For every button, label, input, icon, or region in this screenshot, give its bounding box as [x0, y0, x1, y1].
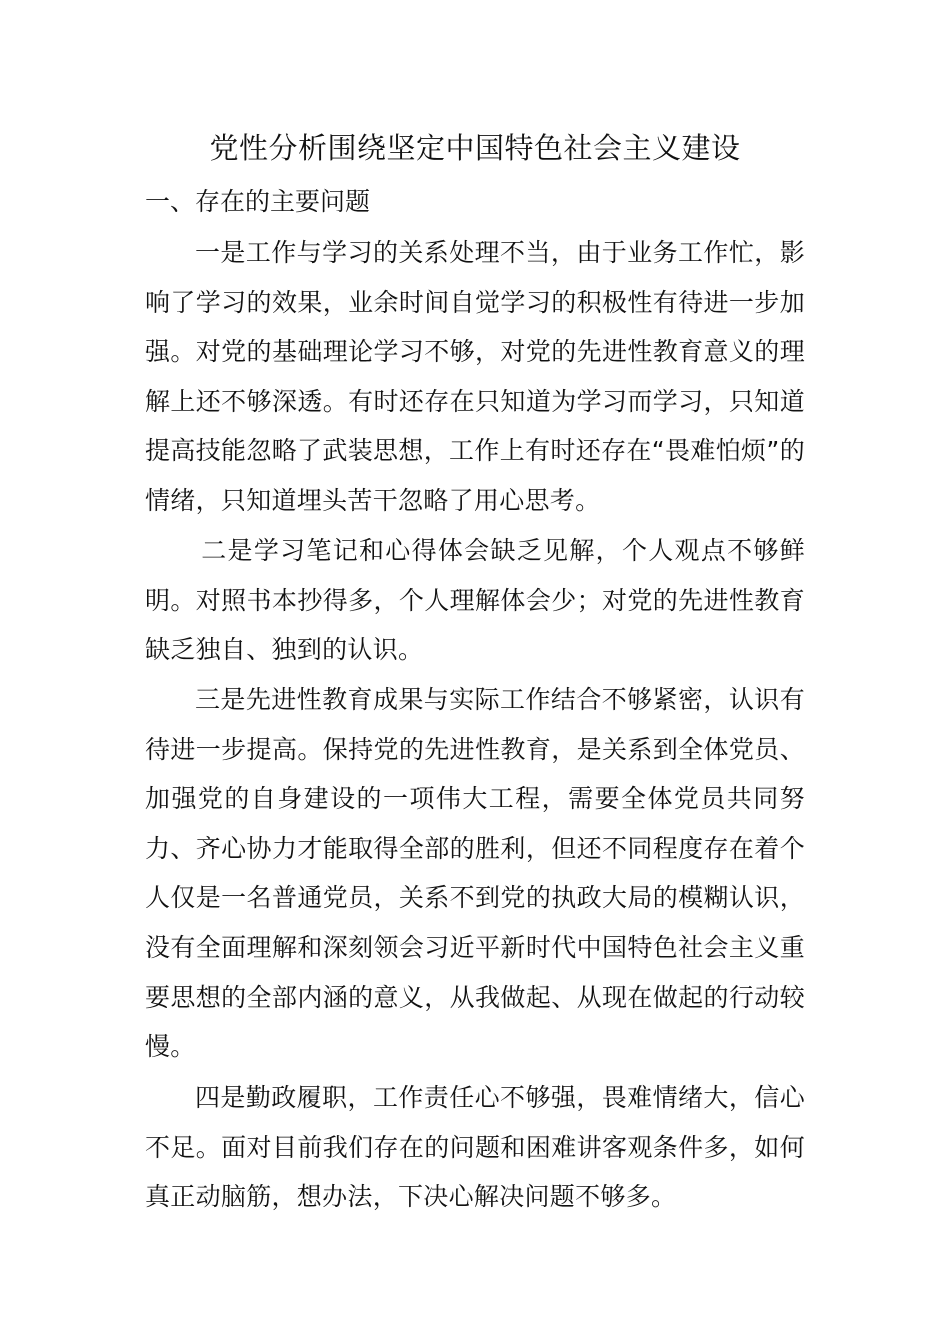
section-heading: 一、存在的主要问题 [145, 187, 371, 216]
paragraph-1: 一是工作与学习的关系处理不当，由于业务工作忙，影响了学习的效果，业余时间自觉学习的积极性有待进一步加强。对党的基础理论学习不够，对党的先进性教育意义的理解上还不够深透。有时还存在只知道为学习而学习，只知道提高技能忽略了武装思想，工作上有时还存在“畏难怕烦”的情绪，只知道埋头苦干忽略了用心思考。 [145, 238, 805, 515]
paragraph-4: 四是勤政履职，工作责任心不够强，畏难情绪大，信心不足。面对目前我们存在的问题和困难讲客观条件多，如何真正动脑筋，想办法，下决心解决问题不够多。 [145, 1083, 805, 1212]
document-title: 党性分析围绕坚定中国特色社会主义建设 [209, 131, 741, 165]
paragraph-3: 三是先进性教育成果与实际工作结合不够紧密，认识有待进一步提高。保持党的先进性教育，是关系到全体党员、加强党的自身建设的一项伟大工程，需要全体党员共同努力、齐心协力才能取得全部的胜利，但还不同程度存在着个人仅是一名普通党员，关系不到党的执政大局的模糊认识，没有全面理解和深刻领会习近平新时代中国特色社会主义重要思想的全部内涵的意义，从我做起、从现在做起的行动较慢。 [145, 685, 805, 1062]
paragraph-2: 二是学习笔记和心得体会缺乏见解，个人观点不够鲜明。对照书本抄得多，个人理解体会少；对党的先进性教育缺乏独自、独到的认识。 [145, 536, 805, 665]
